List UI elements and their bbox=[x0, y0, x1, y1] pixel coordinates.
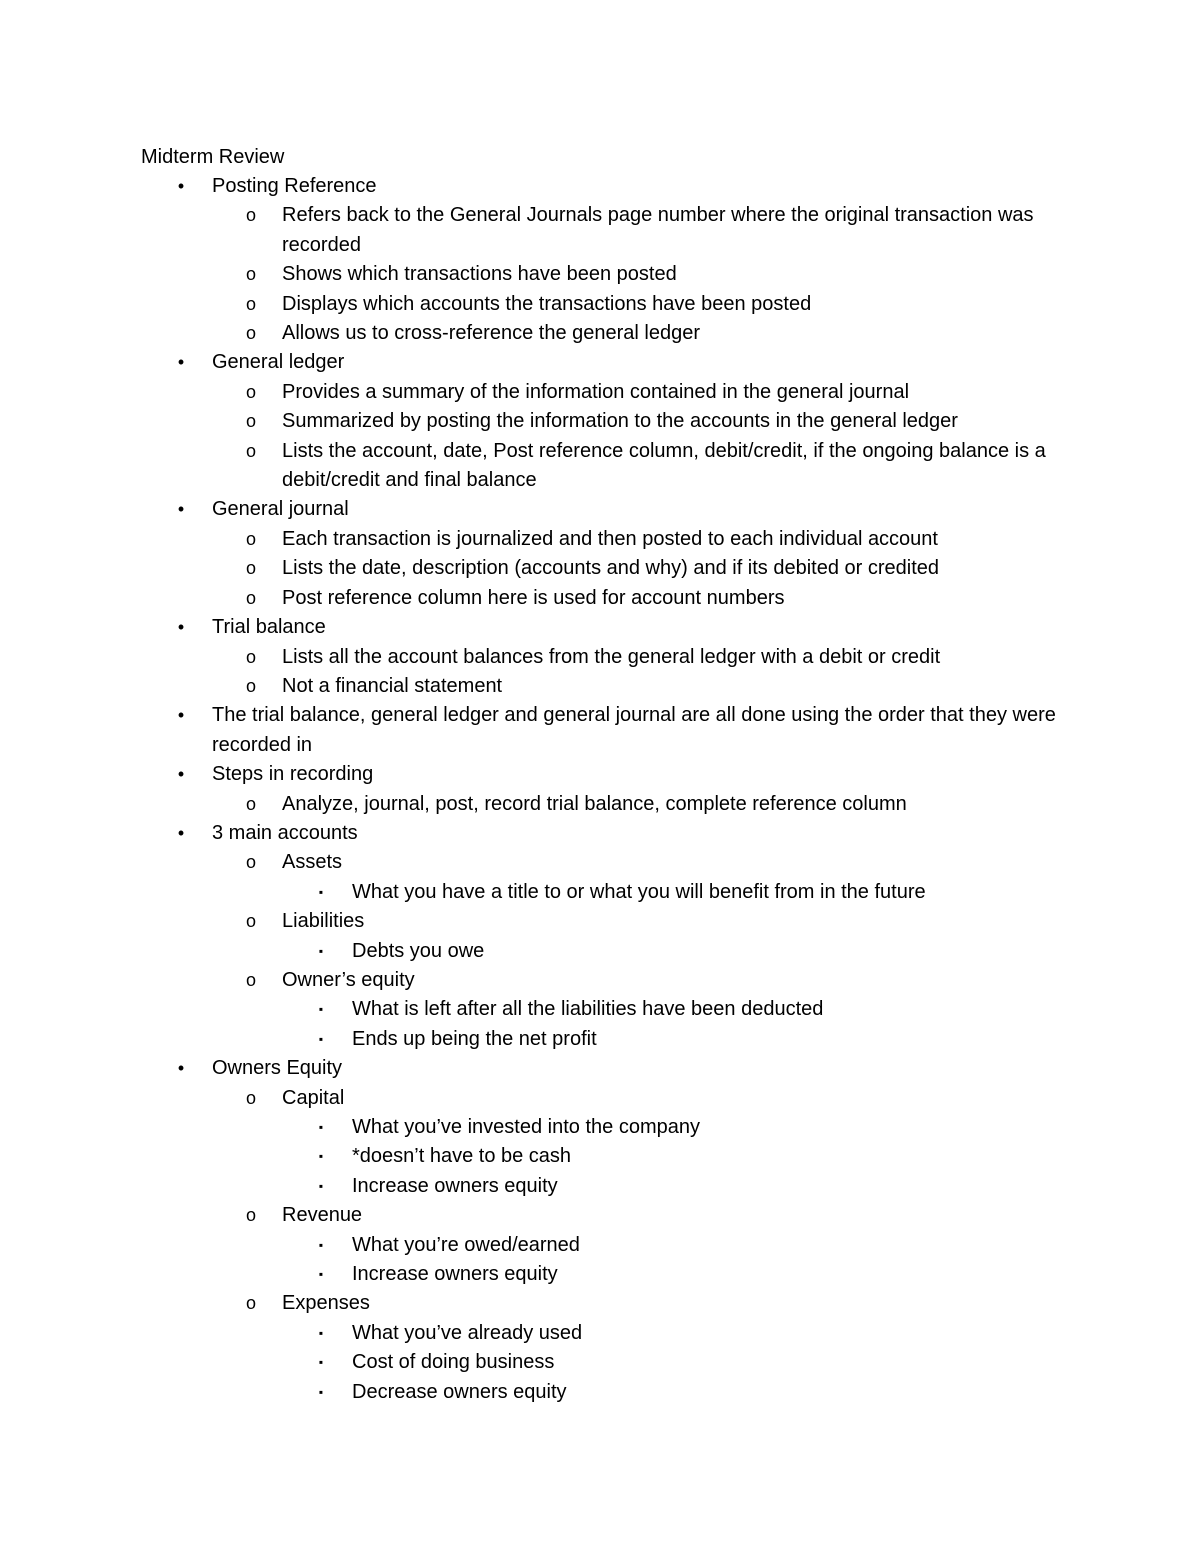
bullet-marker-icon: ▪ bbox=[318, 1031, 324, 1046]
bullet-list-level-3 bbox=[141, 937, 1061, 966]
item-text: What you have a title to or what you will benefit from in the future bbox=[352, 880, 926, 903]
bullet-marker-icon: ▪ bbox=[318, 1178, 324, 1193]
bullet-item bbox=[141, 495, 1061, 613]
bullet-marker-icon: o bbox=[245, 558, 256, 579]
sub-item bbox=[141, 672, 1061, 701]
bullet-marker-icon: o bbox=[245, 675, 256, 696]
bullet-marker-icon: o bbox=[245, 646, 256, 667]
sub-item bbox=[141, 584, 1061, 613]
sub-item bbox=[141, 907, 1061, 966]
item-text: Each transaction is journalized and then posted to each individual account bbox=[282, 527, 938, 550]
sub-item bbox=[141, 319, 1061, 348]
sub-item bbox=[141, 201, 1061, 260]
bullet-marker-icon: ▪ bbox=[318, 943, 324, 958]
bullet-marker-icon: o bbox=[245, 793, 256, 814]
sub-item bbox=[141, 290, 1061, 319]
sub-item bbox=[141, 1201, 1061, 1289]
sub-sub-item bbox=[141, 1348, 1061, 1377]
bullet-item bbox=[141, 613, 1061, 701]
item-text: Shows which transactions have been posted bbox=[282, 263, 677, 286]
bullet-marker-icon: o bbox=[245, 264, 256, 285]
bullet-marker-icon: • bbox=[177, 617, 185, 638]
item-text: Owners Equity bbox=[212, 1057, 343, 1080]
item-text: What you’ve already used bbox=[352, 1321, 583, 1344]
outline bbox=[141, 172, 1061, 1407]
item-text: General ledger bbox=[212, 351, 345, 374]
sub-sub-item bbox=[141, 1231, 1061, 1260]
sub-item bbox=[141, 848, 1061, 907]
item-text: Allows us to cross-reference the general ledger bbox=[282, 322, 700, 345]
bullet-marker-icon: o bbox=[245, 587, 256, 608]
sub-sub-item bbox=[141, 1319, 1061, 1348]
bullet-marker-icon: o bbox=[245, 293, 256, 314]
bullet-marker-icon: o bbox=[245, 1087, 256, 1108]
bullet-marker-icon: ▪ bbox=[318, 1267, 324, 1282]
bullet-item bbox=[141, 348, 1061, 495]
bullet-marker-icon: • bbox=[177, 1058, 185, 1079]
bullet-marker-icon: ▪ bbox=[318, 1325, 324, 1340]
item-text: Liabilities bbox=[282, 910, 365, 933]
bullet-marker-icon: o bbox=[245, 411, 256, 432]
bullet-list-level-3 bbox=[141, 1231, 1061, 1290]
item-text: Provides a summary of the information contained in the general journal bbox=[282, 380, 910, 403]
item-text: Expenses bbox=[282, 1292, 370, 1315]
sub-sub-item bbox=[141, 1260, 1061, 1289]
bullet-list-level-2 bbox=[141, 525, 1061, 613]
item-text: Trial balance bbox=[212, 616, 326, 639]
item-text: Lists all the account balances from the general ledger with a debit or credit bbox=[282, 645, 941, 668]
bullet-list-level-2 bbox=[141, 201, 1061, 348]
bullet-marker-icon: o bbox=[245, 440, 256, 461]
bullet-marker-icon: ▪ bbox=[318, 1237, 324, 1252]
sub-item bbox=[141, 260, 1061, 289]
bullet-list-level-2 bbox=[141, 378, 1061, 496]
sub-sub-item bbox=[141, 1142, 1061, 1171]
bullet-list-level-2 bbox=[141, 848, 1061, 1054]
item-text: Posting Reference bbox=[212, 175, 377, 197]
item-text: Post reference column here is used for account numbers bbox=[282, 586, 785, 609]
item-text: What is left after all the liabilities have been deducted bbox=[352, 998, 824, 1021]
item-text: Cost of doing business bbox=[352, 1351, 555, 1374]
bullet-marker-icon: o bbox=[245, 911, 256, 932]
page-title: Midterm Review bbox=[141, 146, 285, 168]
sub-sub-item bbox=[141, 1025, 1061, 1054]
bullet-list-level-3 bbox=[141, 995, 1061, 1054]
sub-item bbox=[141, 1084, 1061, 1202]
sub-item bbox=[141, 407, 1061, 436]
bullet-list-level-3 bbox=[141, 1113, 1061, 1201]
item-text: What you’re owed/earned bbox=[352, 1233, 580, 1256]
item-text: Displays which accounts the transactions have been posted bbox=[282, 292, 812, 315]
sub-sub-item bbox=[141, 1378, 1061, 1407]
sub-sub-item bbox=[141, 878, 1061, 907]
bullet-item bbox=[141, 760, 1061, 819]
item-text: Owner’s equity bbox=[282, 968, 415, 991]
item-text: *doesn’t have to be cash bbox=[352, 1145, 572, 1168]
bullet-marker-icon: o bbox=[245, 528, 256, 549]
item-text: Ends up being the net profit bbox=[352, 1027, 597, 1050]
bullet-marker-icon: • bbox=[177, 499, 185, 520]
sub-item bbox=[141, 378, 1061, 407]
bullet-marker-icon: o bbox=[245, 381, 256, 402]
item-text: General journal bbox=[212, 498, 349, 521]
item-text: 3 main accounts bbox=[212, 821, 358, 844]
item-text: The trial balance, general ledger and general journal are all done using the order that they were recorded in bbox=[212, 704, 1056, 756]
item-text: Debts you owe bbox=[352, 939, 485, 962]
sub-item bbox=[141, 966, 1061, 1054]
item-text: Capital bbox=[282, 1086, 345, 1109]
bullet-marker-icon: o bbox=[245, 323, 256, 344]
bullet-marker-icon: ▪ bbox=[318, 884, 324, 899]
bullet-list-level-1 bbox=[141, 172, 1061, 1407]
item-text: Not a financial statement bbox=[282, 674, 503, 697]
sub-item bbox=[141, 525, 1061, 554]
bullet-list-level-2 bbox=[141, 1084, 1061, 1407]
sub-item bbox=[141, 790, 1061, 819]
bullet-marker-icon: ▪ bbox=[318, 1120, 324, 1134]
sub-sub-item bbox=[141, 1172, 1061, 1201]
item-text: Lists the account, date, Post reference column, debit/credit, if the ongoing balance is a debit/credit and final balance bbox=[282, 439, 1046, 492]
bullet-item bbox=[141, 172, 1061, 348]
sub-sub-item bbox=[141, 937, 1061, 966]
item-text: What you’ve invested into the company bbox=[352, 1116, 700, 1138]
item-text: Lists the date, description (accounts and why) and if its debited or credited bbox=[282, 557, 940, 580]
bullet-list-level-3 bbox=[141, 878, 1061, 907]
sub-item bbox=[141, 554, 1061, 583]
bullet-marker-icon: • bbox=[177, 352, 185, 373]
bullet-marker-icon: o bbox=[245, 205, 256, 226]
bullet-marker-icon: o bbox=[245, 969, 256, 990]
sub-item bbox=[141, 1289, 1061, 1407]
item-text: Refers back to the General Journals page number where the original transaction was recorded bbox=[282, 204, 1034, 256]
sub-item bbox=[141, 643, 1061, 672]
bullet-marker-icon: ▪ bbox=[318, 1149, 324, 1164]
bullet-marker-icon: • bbox=[177, 705, 185, 726]
item-text: Assets bbox=[282, 851, 343, 874]
bullet-marker-icon: • bbox=[177, 764, 185, 785]
item-text: Increase owners equity bbox=[352, 1174, 558, 1197]
bullet-list-level-3 bbox=[141, 1319, 1061, 1407]
bullet-marker-icon: o bbox=[245, 852, 256, 873]
bullet-marker-icon: ▪ bbox=[318, 1384, 324, 1399]
bullet-marker-icon: • bbox=[177, 822, 185, 843]
bullet-marker-icon: o bbox=[245, 1205, 256, 1226]
bullet-marker-icon: o bbox=[245, 1293, 256, 1314]
item-text: Revenue bbox=[282, 1204, 363, 1227]
bullet-list-level-2 bbox=[141, 643, 1061, 702]
item-text: Increase owners equity bbox=[352, 1263, 558, 1286]
item-text: Decrease owners equity bbox=[352, 1380, 567, 1403]
bullet-item bbox=[141, 701, 1061, 760]
item-text: Analyze, journal, post, record trial balance, complete reference column bbox=[282, 792, 907, 815]
bullet-marker-icon: • bbox=[177, 176, 185, 196]
item-text: Steps in recording bbox=[212, 763, 374, 786]
sub-sub-item bbox=[141, 1113, 1061, 1142]
sub-sub-item bbox=[141, 995, 1061, 1024]
bullet-marker-icon: ▪ bbox=[318, 1002, 324, 1017]
item-text: Summarized by posting the information to the accounts in the general ledger bbox=[282, 410, 958, 433]
bullet-list-level-2 bbox=[141, 790, 1061, 819]
bullet-item bbox=[141, 1054, 1061, 1407]
sub-item bbox=[141, 437, 1061, 496]
bullet-item bbox=[141, 819, 1061, 1054]
bullet-marker-icon: ▪ bbox=[318, 1355, 324, 1370]
